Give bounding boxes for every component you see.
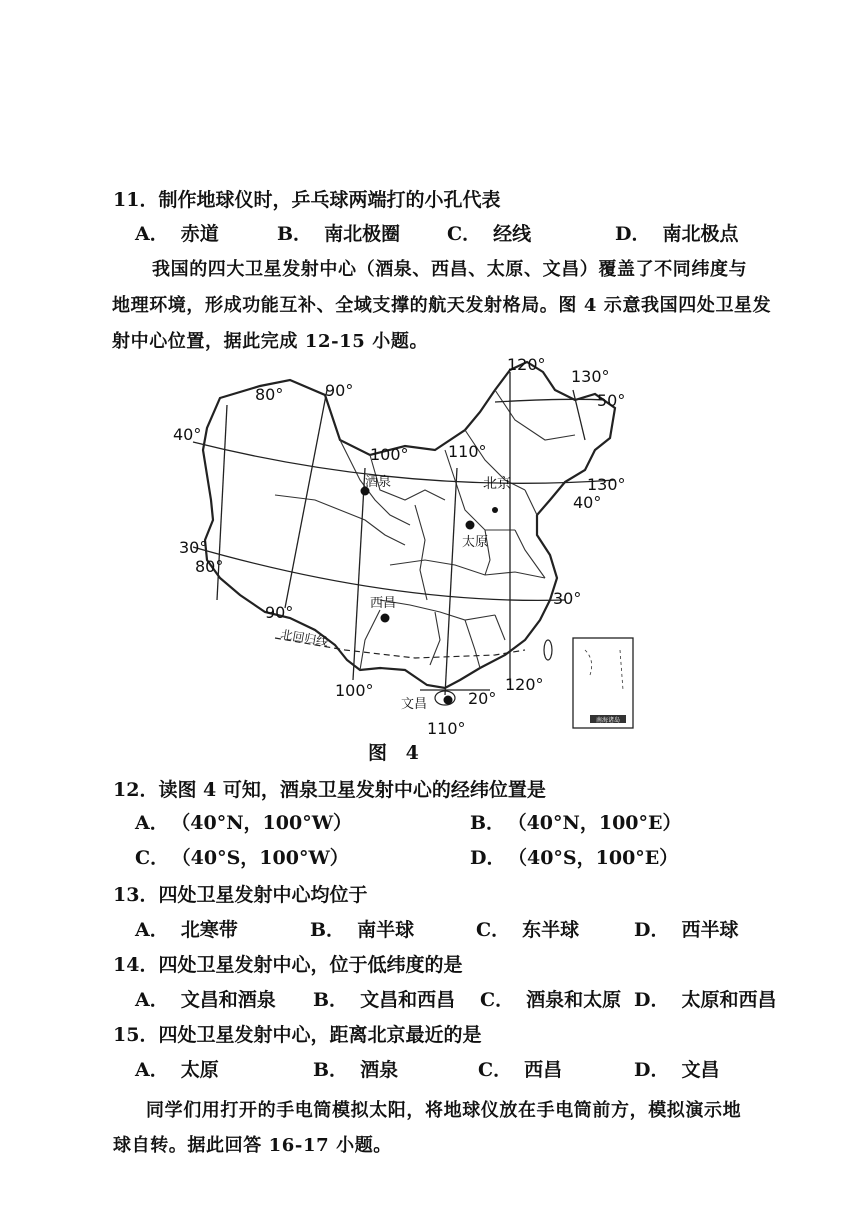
option-key: C． <box>478 1059 513 1081</box>
china-launch-sites-map <box>165 350 645 740</box>
lon-label-90-bottom: 90° <box>265 603 294 622</box>
outro-line-1: 同学们用打开的手电筒模拟太阳，将地球仪放在手电筒前方，模拟演示地 <box>146 1100 742 1121</box>
q15-option-b[interactable] <box>313 1055 398 1082</box>
lat-label-40-right: 40° <box>573 493 602 512</box>
lon-label-100-top: 100° <box>370 445 409 464</box>
option-key: D． <box>615 223 651 245</box>
q14-option-d[interactable] <box>634 985 777 1012</box>
lat-label-30-right: 30° <box>553 589 582 608</box>
lon-label-110-bottom: 110° <box>427 719 466 738</box>
option-text: 赤道 <box>180 223 219 245</box>
intro-line-1: 我国的四大卫星发射中心（酒泉、西昌、太原、文昌）覆盖了不同纬度与 <box>152 259 748 280</box>
tropic-of-cancer-label: 北回归线 <box>279 627 330 650</box>
q12-option-c[interactable] <box>135 843 349 870</box>
option-key: A． <box>135 223 169 245</box>
q11-option-a[interactable] <box>135 219 219 246</box>
south-china-sea-inset <box>573 638 633 728</box>
option-key: C． <box>135 847 170 869</box>
option-text: 太原 <box>180 1059 219 1081</box>
option-key: C． <box>447 223 482 245</box>
taiyuan-label: 太原 <box>462 535 489 550</box>
option-text: （40°N，100°E） <box>517 812 682 834</box>
lon-label-110-top: 110° <box>448 442 487 461</box>
q15-option-a[interactable] <box>135 1055 219 1082</box>
question-15-stem: 15．四处卫星发射中心，距离北京最近的是 <box>113 1024 482 1046</box>
q11-option-c[interactable] <box>447 219 531 246</box>
lon-label-130-right: 130° <box>587 475 626 494</box>
option-text: 酒泉 <box>360 1059 399 1081</box>
option-key: A． <box>135 1059 169 1081</box>
lat-label-20-right: 20° <box>468 689 497 708</box>
option-key: C． <box>480 989 515 1011</box>
q15-option-d[interactable] <box>634 1055 720 1082</box>
taiyuan-dot <box>466 521 475 530</box>
option-key: D． <box>634 919 670 941</box>
option-key: B． <box>313 989 349 1011</box>
beijing-label: 北京 <box>483 476 511 492</box>
lon-label-80-bottom: 80° <box>195 557 224 576</box>
xichang-dot <box>381 614 390 623</box>
q14-option-c[interactable] <box>480 985 621 1012</box>
wenchang-dot <box>444 696 453 705</box>
question-13-stem: 13．四处卫星发射中心均位于 <box>113 884 368 906</box>
q15-option-c[interactable] <box>478 1055 562 1082</box>
lon-label-130-top: 130° <box>571 367 610 386</box>
lon-label-100-bottom: 100° <box>335 681 374 700</box>
intro-line-3: 射中心位置，据此完成 12-15 小题。 <box>112 331 429 352</box>
option-text: 南北极点 <box>662 223 739 245</box>
option-text: （40°N，100°W） <box>180 812 353 834</box>
intro-line-2: 地理环境，形成功能互补、全域支撑的航天发射格局。图 4 示意我国四处卫星发 <box>112 295 772 316</box>
option-key: D． <box>634 1059 670 1081</box>
option-text: （40°S，100°E） <box>517 847 679 869</box>
lon-label-80-top: 80° <box>255 385 284 404</box>
option-text: 文昌和酒泉 <box>180 989 276 1011</box>
q12-option-d[interactable] <box>470 843 678 870</box>
figure-caption: 图 4 <box>368 742 425 764</box>
question-14-stem: 14．四处卫星发射中心，位于低纬度的是 <box>113 954 463 976</box>
option-key: C． <box>476 919 511 941</box>
option-key: A． <box>135 989 169 1011</box>
wenchang-label: 文昌 <box>401 697 428 712</box>
q14-option-a[interactable] <box>135 985 276 1012</box>
option-key: B． <box>313 1059 349 1081</box>
lat-label-40-left: 40° <box>173 425 202 444</box>
option-text: 文昌 <box>681 1059 720 1081</box>
option-key: A． <box>135 919 169 941</box>
option-text: 西昌 <box>524 1059 563 1081</box>
option-key: B． <box>310 919 346 941</box>
option-key: A． <box>135 812 169 834</box>
option-text: 北寒带 <box>180 919 238 941</box>
lat-label-50-right: 50° <box>597 391 626 410</box>
option-key: D． <box>470 847 506 869</box>
option-text: 太原和西昌 <box>681 989 777 1011</box>
q14-option-b[interactable] <box>313 985 455 1012</box>
lon-label-120-top: 120° <box>507 355 546 374</box>
q11-option-b[interactable] <box>277 219 400 246</box>
option-text: 南北极圈 <box>324 223 401 245</box>
q13-option-b[interactable] <box>310 915 414 942</box>
option-text: 酒泉和太原 <box>526 989 622 1011</box>
option-key: B． <box>277 223 313 245</box>
option-text: 南半球 <box>357 919 415 941</box>
option-text: （40°S，100°W） <box>181 847 349 869</box>
q12-option-b[interactable] <box>470 808 682 835</box>
question-12-stem: 12．读图 4 可知，酒泉卫星发射中心的经纬位置是 <box>113 779 546 801</box>
inset-label: 南海诸岛 <box>595 717 621 724</box>
option-text: 东半球 <box>522 919 580 941</box>
option-text: 经线 <box>493 223 532 245</box>
outro-line-2: 球自转。据此回答 16-17 小题。 <box>113 1135 392 1156</box>
question-11-stem: 11．制作地球仪时，乒乓球两端打的小孔代表 <box>113 189 501 211</box>
province-boundaries <box>275 390 575 670</box>
q13-option-c[interactable] <box>476 915 579 942</box>
option-text: 文昌和西昌 <box>360 989 456 1011</box>
option-key: B． <box>470 812 506 834</box>
q11-option-d[interactable] <box>615 219 739 246</box>
q13-option-d[interactable] <box>634 915 739 942</box>
lat-label-30-left: 30° <box>179 538 208 557</box>
xichang-label: 西昌 <box>370 596 397 611</box>
q13-option-a[interactable] <box>135 915 238 942</box>
option-text: 西半球 <box>681 919 739 941</box>
lon-label-90-top: 90° <box>325 381 354 400</box>
q12-option-a[interactable] <box>135 808 352 835</box>
jiuquan-label: 酒泉 <box>365 475 392 490</box>
beijing-dot <box>492 507 498 513</box>
lon-label-120-bottom: 120° <box>505 675 544 694</box>
option-key: D． <box>634 989 670 1011</box>
